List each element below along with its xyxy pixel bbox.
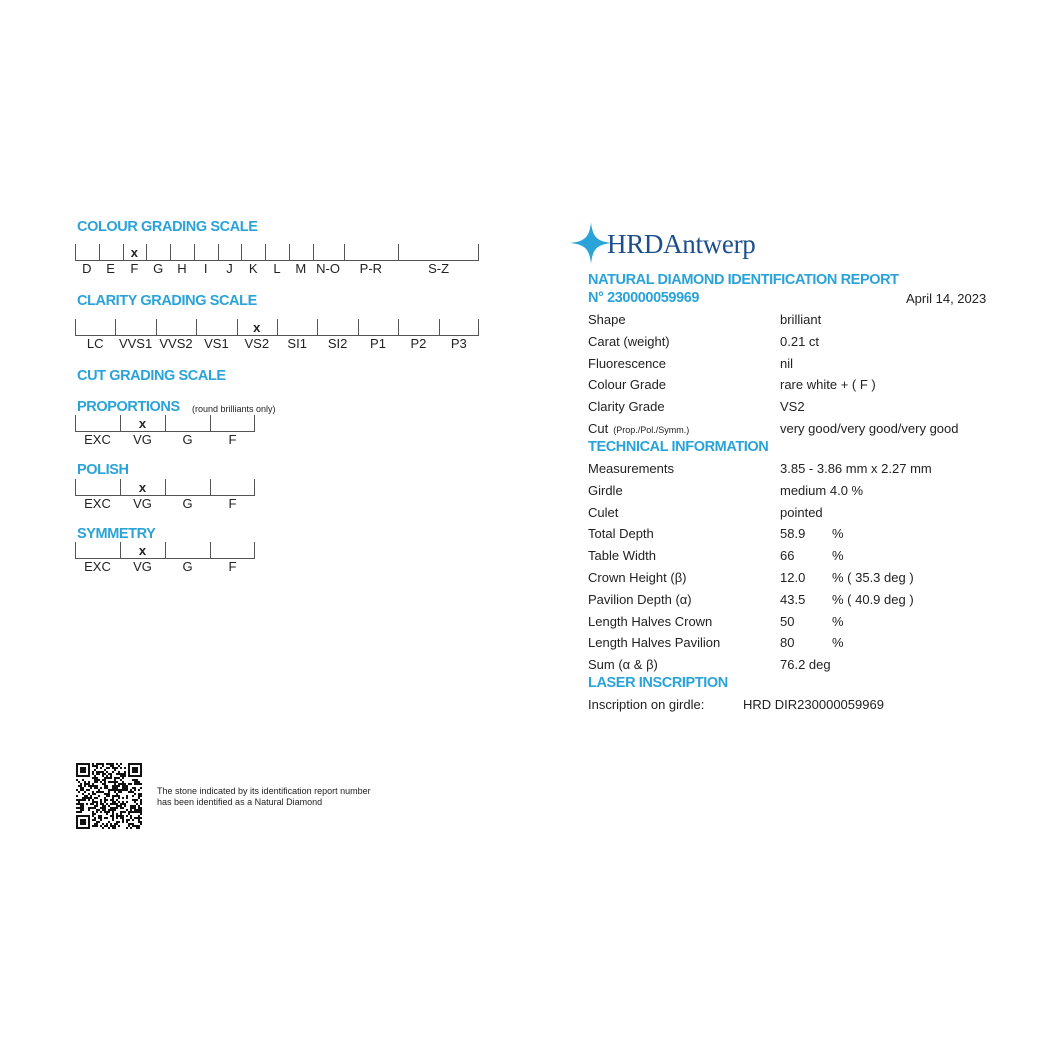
scale-label: I (203, 261, 208, 276)
scale-tick (210, 542, 211, 559)
scale-label: VVS2 (159, 336, 193, 351)
detail-label: Crown Height (β) (588, 570, 687, 585)
detail-label: Colour Grade (588, 377, 667, 393)
grade-mark: x (138, 480, 147, 495)
scale-tick (75, 479, 76, 496)
proportions-note: (round brilliants only) (192, 404, 276, 414)
scale-tick (478, 319, 479, 336)
detail-value: 0.21 ct (780, 333, 820, 349)
scale-tick (289, 244, 290, 261)
identification-note: The stone indicated by its identification report number has been identified as a Natural Diamond (157, 786, 371, 807)
scale-label: G (182, 496, 193, 511)
detail-unit: % (832, 526, 844, 542)
scale-label: S-Z (428, 261, 450, 276)
scale-tick (194, 244, 195, 261)
scale-label: LC (86, 336, 104, 351)
scale-tick (170, 244, 171, 261)
detail-unit: % (832, 548, 844, 564)
scale-label: F (228, 432, 237, 447)
grade-mark: x (253, 320, 261, 335)
proportions-title: PROPORTIONS (77, 399, 180, 415)
scale-tick (254, 479, 255, 496)
scale-label: G (182, 559, 193, 574)
detail-value: very good/very good/very good (780, 421, 959, 436)
detail-unit: % (832, 613, 844, 629)
detail-unit: % ( 35.3 deg ) (832, 570, 914, 585)
detail-label: Measurements (588, 461, 674, 476)
detail-label: Culet (588, 504, 619, 520)
qr-code (76, 763, 142, 829)
scale-label: EXC (84, 432, 111, 447)
scale-tick (277, 319, 278, 336)
scale-tick (218, 244, 219, 261)
scale-tick (196, 319, 197, 336)
polish-title: POLISH (77, 462, 129, 478)
detail-value: 43.5 (780, 591, 806, 607)
detail-unit: % ( 40.9 deg ) (832, 591, 914, 607)
detail-value: medium 4.0 % (780, 482, 864, 498)
grade-mark: x (138, 543, 147, 558)
detail-value: 58.9 (780, 526, 806, 542)
detail-value: 50 (780, 613, 795, 629)
scale-tick (165, 415, 166, 432)
scale-tick (254, 415, 255, 432)
detail-value: rare white + ( F ) (780, 377, 876, 393)
detail-value: nil (780, 355, 794, 371)
detail-unit: % (832, 635, 844, 651)
detail-sublabel: (Prop./Pol./Symm.) (613, 425, 690, 435)
detail-label: Pavilion Depth (α) (588, 591, 692, 607)
detail-label: Total Depth (588, 526, 654, 542)
detail-label: Carat (weight) (588, 333, 670, 349)
scale-tick (344, 244, 345, 261)
scale-label: VS2 (244, 336, 270, 351)
scale-tick (265, 244, 266, 261)
scale-label: VVS1 (118, 336, 153, 351)
detail-value: 76.2 deg (780, 657, 831, 673)
detail-value: 80 (780, 635, 795, 651)
scale-label: EXC (84, 496, 111, 511)
detail-value: pointed (780, 504, 823, 520)
scale-tick (146, 244, 147, 261)
scale-label: H (177, 261, 187, 276)
detail-label: Sum (α & β) (588, 657, 658, 673)
scale-label: SI2 (327, 336, 348, 351)
scale-tick (75, 415, 76, 432)
scale-tick (120, 479, 121, 496)
polish-scale (75, 479, 255, 513)
report-number: N° 230000059969 (588, 290, 700, 306)
detail-value: 66 (780, 548, 795, 564)
scale-tick (210, 415, 211, 432)
scale-label: E (106, 261, 115, 276)
scale-label: N-O (316, 261, 341, 276)
scale-label: SI1 (287, 336, 307, 351)
cut-scale-title: CUT GRADING SCALE (77, 368, 226, 384)
scale-label: VG (133, 432, 152, 447)
scale-tick (115, 319, 116, 336)
detail-label: Girdle (588, 482, 623, 498)
detail-label: Clarity Grade (588, 399, 665, 415)
laser-value: HRD DIR230000059969 (743, 697, 884, 712)
grade-mark: x (130, 245, 139, 260)
scale-label: VG (133, 559, 152, 574)
scale-tick (398, 244, 399, 261)
scale-label: P3 (450, 336, 467, 351)
detail-label: Fluorescence (588, 355, 667, 371)
proportions-scale (75, 415, 255, 449)
detail-label: Cut (Prop./Pol./Symm.) (588, 421, 690, 436)
scale-label: K (248, 261, 258, 276)
scale-tick (398, 319, 399, 336)
detail-value: 12.0 (780, 570, 806, 585)
scale-label: F (228, 559, 237, 574)
grade-mark: x (138, 416, 147, 431)
scale-label: VG (133, 496, 152, 511)
symmetry-scale (75, 542, 255, 576)
detail-value: 3.85 - 3.86 mm x 2.27 mm (780, 461, 932, 476)
scale-tick (75, 244, 76, 261)
scale-label: P2 (410, 336, 427, 351)
laser-label: Inscription on girdle: (588, 697, 705, 712)
scale-tick (237, 319, 238, 336)
scale-label: F (130, 261, 139, 276)
scale-tick (75, 542, 76, 559)
detail-value: VS2 (780, 399, 805, 415)
scale-tick (123, 244, 124, 261)
laser-title: LASER INSCRIPTION (588, 675, 728, 691)
scale-tick (210, 479, 211, 496)
scale-label: J (226, 261, 233, 276)
scale-label: D (82, 261, 92, 276)
detail-label: Length Halves Crown (588, 613, 713, 629)
scale-tick (165, 542, 166, 559)
scale-tick (120, 415, 121, 432)
scale-tick (241, 244, 242, 261)
scale-label: VS1 (204, 336, 229, 351)
colour-grading-scale (75, 244, 479, 278)
scale-tick (120, 542, 121, 559)
scale-tick (165, 479, 166, 496)
detail-label: Length Halves Pavilion (588, 635, 721, 651)
scale-tick (99, 244, 100, 261)
logo-text: HRDAntwerp (607, 229, 756, 259)
scale-label: P1 (370, 336, 386, 351)
clarity-scale-title: CLARITY GRADING SCALE (77, 293, 257, 309)
scale-label: EXC (84, 559, 111, 574)
colour-scale-title: COLOUR GRADING SCALE (77, 219, 258, 235)
technical-title: TECHNICAL INFORMATION (588, 439, 769, 455)
scale-tick (317, 319, 318, 336)
scale-tick (254, 542, 255, 559)
clarity-grading-scale (75, 319, 479, 353)
scale-tick (156, 319, 157, 336)
scale-label: G (182, 432, 193, 447)
scale-label: M (295, 261, 307, 276)
detail-value: brilliant (780, 312, 822, 327)
report-date: April 14, 2023 (906, 291, 987, 306)
detail-label: Table Width (588, 548, 656, 564)
detail-label: Shape (588, 312, 626, 327)
scale-label: P-R (359, 261, 383, 276)
scale-tick (75, 319, 76, 336)
scale-tick (358, 319, 359, 336)
scale-tick (439, 319, 440, 336)
scale-label: L (273, 261, 281, 276)
symmetry-title: SYMMETRY (77, 526, 156, 542)
report-title: NATURAL DIAMOND IDENTIFICATION REPORT (588, 272, 899, 288)
scale-tick (313, 244, 314, 261)
scale-tick (478, 244, 479, 261)
scale-label: F (228, 496, 237, 511)
scale-label: G (153, 261, 164, 276)
